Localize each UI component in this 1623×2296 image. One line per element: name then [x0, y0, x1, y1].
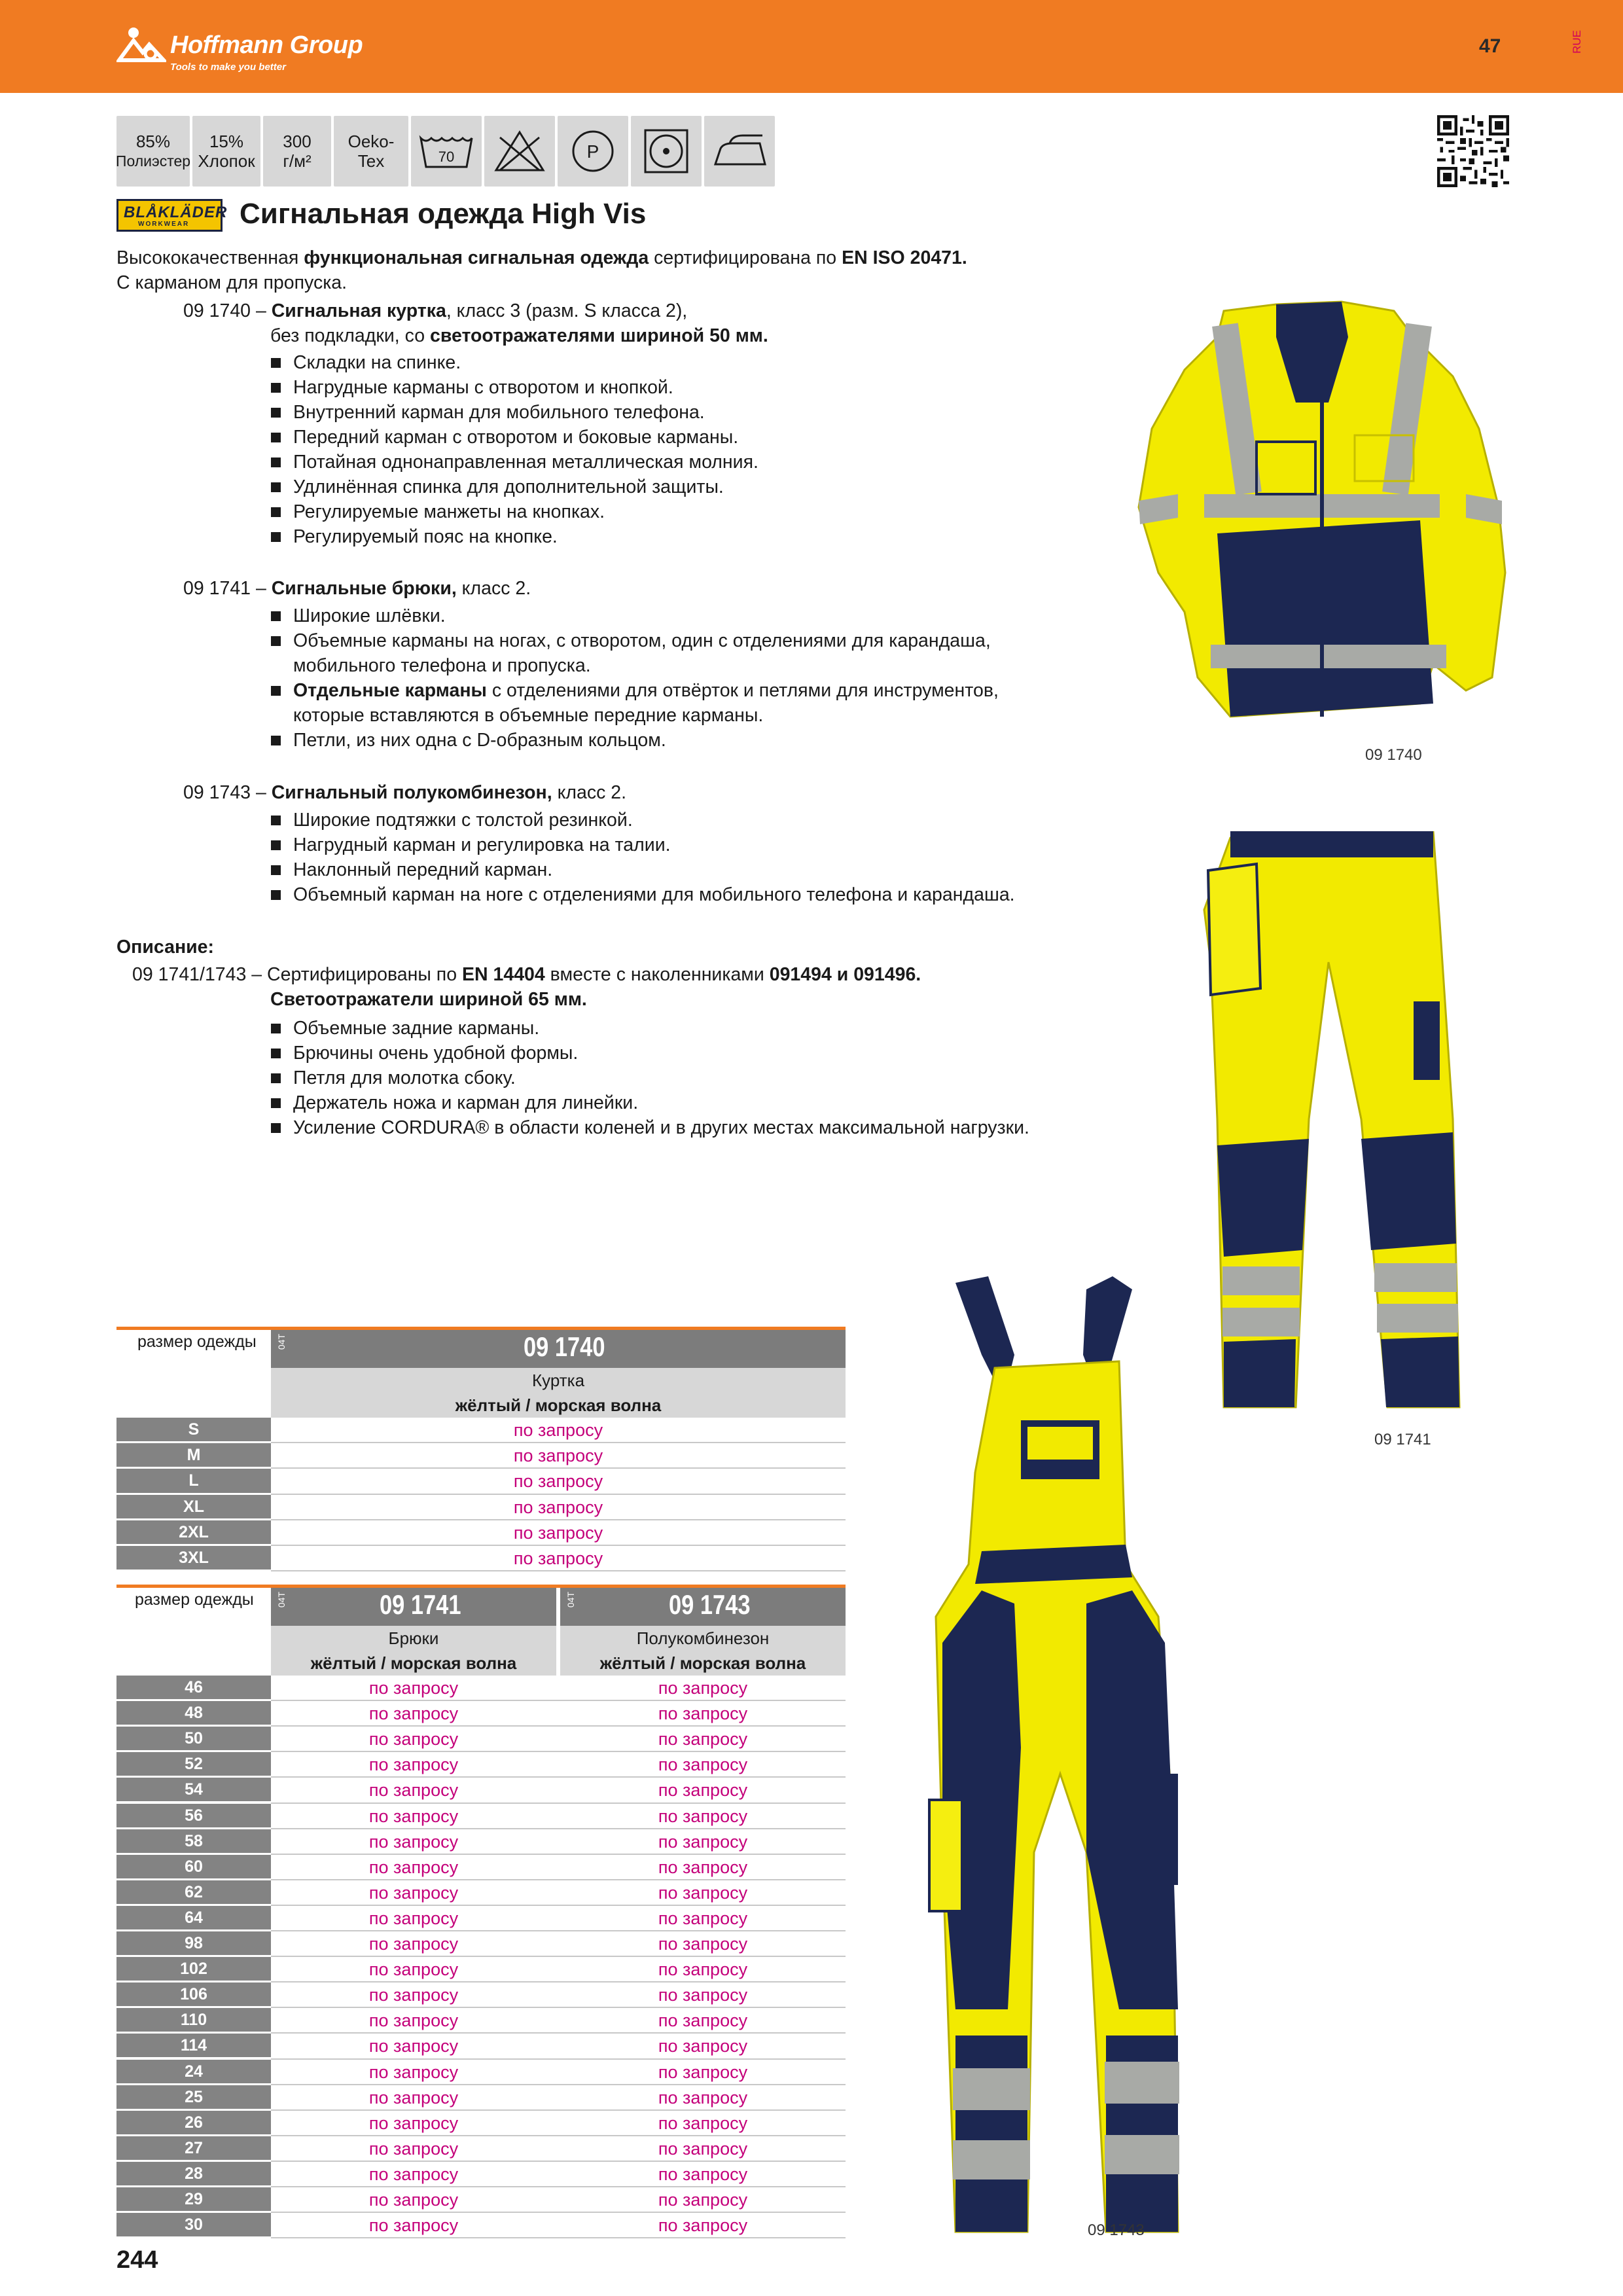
table1-size-cell: 3XL — [116, 1546, 271, 1570]
table2-col2-availability-cell: по запросу — [658, 1704, 748, 1724]
intro-line-1: Высококачественная функциональная сигнальная одежда сертифицирована по EN ISO 20471. — [116, 247, 967, 268]
table1-size-cell: S — [116, 1418, 271, 1441]
table2-col1-availability-cell: по запросу — [368, 1755, 459, 1775]
table2-size-cell: 64 — [116, 1906, 271, 1929]
table2-col1-availability-cell: по запросу — [368, 2113, 459, 2133]
table2-col2-availability-cell: по запросу — [658, 2113, 748, 2133]
table2-size-cell: 56 — [116, 1804, 271, 1827]
table2-size-cell: 25 — [116, 2085, 271, 2109]
table2-col2-availability-cell: по запросу — [658, 1678, 748, 1698]
table1-availability-cell: по запросу — [513, 1522, 603, 1543]
jacket-caption: 09 1740 — [1365, 746, 1422, 764]
table2-col2-product-type: Полукомбинезон — [636, 1628, 770, 1648]
table2-size-cell: 60 — [116, 1855, 271, 1878]
table2-col2-code: 04T — [565, 1592, 576, 1608]
table2-col2-availability-cell: по запросу — [658, 2062, 748, 2082]
polyester-label: Полиэстер — [115, 152, 191, 170]
language-code: RUE — [1571, 30, 1583, 54]
hoffmann-logo[interactable] — [116, 24, 391, 76]
table2-col1-availability-cell: по запросу — [368, 1934, 459, 1954]
product-1740-heading: 09 1740 – Сигнальная куртка, класс 3 (разм. S класса 2), — [183, 300, 688, 321]
table1-color: жёлтый / морская волна — [455, 1395, 662, 1415]
table2-col2-availability-cell: по запросу — [658, 2164, 748, 2184]
table2-size-cell: 52 — [116, 1752, 271, 1776]
table2-col1-availability-cell: по запросу — [368, 1882, 459, 1903]
table2-size-cell: 58 — [116, 1829, 271, 1853]
tumble-dry-icon — [631, 116, 702, 187]
table2-col2-availability-cell: по запросу — [658, 1857, 748, 1877]
table2-row-divider — [271, 2237, 846, 2238]
product-1740-bullet: Передний карман с отворотом и боковые карманы. — [293, 425, 738, 450]
table2-col1-title: 09 1741 — [380, 1589, 461, 1620]
product-1740-bullet: Регулируемый пояс на кнопке. — [293, 524, 558, 549]
product-1740-bullet: Потайная однонаправленная металлическая молния. — [293, 450, 758, 475]
table2-col1-subheader — [271, 1626, 556, 1676]
table2-size-cell: 114 — [116, 2034, 271, 2057]
table2-size-label: размер одежды — [135, 1590, 254, 1609]
table2-col2-availability-cell: по запросу — [658, 2138, 748, 2159]
table1-size-cell: XL — [116, 1495, 271, 1518]
table2-col1-availability-cell: по запросу — [368, 1729, 459, 1749]
blaklader-logo-text: BLÅKLÄDER — [124, 204, 228, 221]
fabric-weight-cell — [263, 116, 331, 187]
product-1740-bullet: Регулируемые манжеты на кнопках. — [293, 499, 605, 524]
table2-col1-availability-cell: по запросу — [368, 1908, 459, 1928]
description-line-2: Светоотражатели шириной 65 мм. — [270, 989, 587, 1010]
polyester-percent: 85% — [135, 132, 171, 151]
product-1743-heading: 09 1743 – Сигнальный полукомбинезон, класс 2. — [183, 782, 627, 803]
table2-col1-code: 04T — [276, 1592, 287, 1608]
table2-col2-title: 09 1743 — [669, 1589, 751, 1620]
product-1741-bullet: Отдельные карманы с отделениями для отвёрток и петлями для инструментов, — [293, 678, 999, 703]
table2-col2-availability-cell: по запросу — [658, 1831, 748, 1852]
table2-col1-color: жёлтый / морская волна — [310, 1653, 517, 1673]
table2-size-cell: 26 — [116, 2111, 271, 2134]
table1-availability-cell: по запросу — [513, 1446, 603, 1466]
product-1743-bullet: Нагрудный карман и регулировка на талии. — [293, 833, 671, 857]
oeko-tex-cell — [334, 116, 408, 187]
table2-col1-availability-cell: по запросу — [368, 2062, 459, 2082]
description-heading: Описание: — [116, 937, 215, 958]
hoffmann-logo-icon — [116, 26, 166, 63]
table2-col2-subheader — [560, 1626, 846, 1676]
table2-size-cell: 62 — [116, 1880, 271, 1904]
table2-col2-availability-cell: по запросу — [658, 1985, 748, 2005]
table2-size-cell: 106 — [116, 1982, 271, 2006]
table2-col1-availability-cell: по запросу — [368, 2190, 459, 2210]
cotton-label: Хлопок — [198, 151, 255, 171]
table2-size-cell: 48 — [116, 1701, 271, 1725]
product-1743-bullet: Объемный карман на ноге с отделениями для мобильного телефона и карандаша. — [293, 882, 1015, 907]
table2-col2-availability-cell: по запросу — [658, 2036, 748, 2056]
table2-col1-availability-cell: по запросу — [368, 2164, 459, 2184]
trousers-caption: 09 1741 — [1374, 1431, 1431, 1448]
page-title: Сигнальная одежда High Vis — [240, 198, 647, 230]
description-bullet: Петля для молотка сбоку. — [293, 1066, 516, 1090]
bib-overall-caption: 09 1743 — [1088, 2221, 1145, 2239]
product-1741-bullet: Объемные карманы на ногах, с отворотом, один с отделениями для карандаша, — [293, 628, 991, 653]
blaklader-logo-sub: WORKWEAR — [138, 221, 190, 228]
wash-temp-label: 70 — [438, 149, 455, 165]
material-polyester-cell — [116, 116, 190, 187]
wash-70-icon — [411, 116, 482, 187]
intro-line-2: С карманом для пропуска. — [116, 272, 348, 293]
catalog-page-number: 47 — [1479, 35, 1501, 57]
oeko-line2: Tex — [357, 151, 385, 171]
qr-code[interactable] — [1437, 115, 1509, 187]
jacket-image — [1126, 298, 1518, 730]
cotton-percent: 15% — [209, 132, 244, 151]
table1-product-type: Куртка — [531, 1371, 585, 1390]
table2-col1-availability-cell: по запросу — [368, 1831, 459, 1852]
table1-size-cell: L — [116, 1469, 271, 1492]
table2-col1-availability-cell: по запросу — [368, 1857, 459, 1877]
table2-size-cell: 30 — [116, 2213, 271, 2236]
description-bullet: Держатель ножа и карман для линейки. — [293, 1090, 638, 1115]
oeko-line1: Oeko- — [348, 132, 395, 151]
table2-col2-availability-cell: по запросу — [658, 2087, 748, 2108]
blaklader-logo — [116, 199, 228, 232]
description-bullet: Усиление CORDURA® в области коленей и в других местах максимальной нагрузки. — [293, 1115, 1029, 1140]
product-1741-heading: 09 1741 – Сигнальные брюки, класс 2. — [183, 578, 531, 599]
table1-size-cell: M — [116, 1443, 271, 1467]
table2-size-cell: 28 — [116, 2162, 271, 2185]
table2-col1-availability-cell: по запросу — [368, 2011, 459, 2031]
bib-overall-image — [916, 1276, 1191, 2245]
table2-size-cell: 54 — [116, 1778, 271, 1801]
table1-availability-cell: по запросу — [513, 1471, 603, 1492]
dry-clean-letter: P — [586, 141, 599, 162]
table1-code: 04T — [276, 1334, 287, 1350]
product-1740-bullet: Нагрудные карманы с отворотом и кнопкой. — [293, 375, 673, 400]
description-bullet: Брючины очень удобной формы. — [293, 1041, 578, 1066]
table1-size-label: размер одежды — [137, 1333, 257, 1351]
brand-tagline: Tools to make you better — [170, 62, 286, 73]
table2-col2-availability-cell: по запросу — [658, 1780, 748, 1801]
table2-col1-availability-cell: по запросу — [368, 1806, 459, 1826]
product-1741-bullet: Широкие шлёвки. — [293, 603, 446, 628]
product-1741-bullet-cont: мобильного телефона и пропуска. — [293, 655, 591, 676]
table2-col2-availability-cell: по запросу — [658, 2190, 748, 2210]
brand-name: Hoffmann Group — [170, 31, 363, 59]
trousers-image — [1198, 831, 1472, 1420]
description-bullet: Объемные задние карманы. — [293, 1016, 539, 1041]
table2-col1-availability-cell: по запросу — [368, 1985, 459, 2005]
table2-size-cell: 50 — [116, 1727, 271, 1750]
table2-size-cell: 29 — [116, 2187, 271, 2211]
product-1740-bullet: Удлинённая спинка для дополнительной защиты. — [293, 475, 724, 499]
fabric-weight-unit: г/м² — [283, 151, 312, 171]
table1-title: 09 1740 — [524, 1331, 605, 1362]
table2-col1-product-type: Брюки — [388, 1628, 439, 1648]
table2-col1-availability-cell: по запросу — [368, 2138, 459, 2159]
table2-col2-availability-cell: по запросу — [658, 1806, 748, 1826]
table2-col1-availability-cell: по запросу — [368, 1960, 459, 1980]
product-1741-bullet-cont: которые вставляются в объемные передние карманы. — [293, 705, 764, 726]
table2-size-cell: 102 — [116, 1957, 271, 1981]
table2-col2-color: жёлтый / морская волна — [599, 1653, 806, 1673]
table2-col2-availability-cell: по запросу — [658, 1934, 748, 1954]
dry-clean-p-icon — [558, 116, 628, 187]
table1-availability-cell: по запросу — [513, 1420, 603, 1440]
table2-col2-availability-cell: по запросу — [658, 2215, 748, 2236]
table2-size-cell: 110 — [116, 2008, 271, 2032]
product-1741-bullet: Петли, из них одна с D-образным кольцом. — [293, 728, 666, 753]
table1-availability-cell: по запросу — [513, 1497, 603, 1517]
table2-col2-availability-cell: по запросу — [658, 1755, 748, 1775]
table2-size-cell: 27 — [116, 2136, 271, 2160]
table2-col2-availability-cell: по запросу — [658, 1729, 748, 1749]
table2-col1-availability-cell: по запросу — [368, 1678, 459, 1698]
description-line-1: 09 1741/1743 – Сертифицированы по EN 14404 вместе с наколенниками 091494 и 091496. — [132, 964, 921, 985]
table2-col2-availability-cell: по запросу — [658, 2011, 748, 2031]
fabric-weight-value: 300 — [283, 132, 312, 151]
product-1743-bullet: Наклонный передний карман. — [293, 857, 552, 882]
table2-col1-availability-cell: по запросу — [368, 1704, 459, 1724]
table2-col1-availability-cell: по запросу — [368, 1780, 459, 1801]
product-1740-bullet: Складки на спинке. — [293, 350, 461, 375]
table2-col2-availability-cell: по запросу — [658, 1960, 748, 1980]
table1-availability-cell: по запросу — [513, 1549, 603, 1568]
table2-col1-availability-cell: по запросу — [368, 2215, 459, 2236]
table2-size-cell: 24 — [116, 2060, 271, 2083]
product-1740-line2: без подкладки, со светоотражателями шириной 50 мм. — [270, 325, 768, 346]
table2-size-cell: 98 — [116, 1931, 271, 1955]
no-bleach-icon — [484, 116, 555, 187]
product-1743-bullet: Широкие подтяжки с толстой резинкой. — [293, 808, 633, 833]
material-cotton-cell — [192, 116, 260, 187]
table2-size-cell: 46 — [116, 1676, 271, 1699]
table2-col2-availability-cell: по запросу — [658, 1882, 748, 1903]
iron-icon — [704, 116, 775, 187]
table2-col2-availability-cell: по запросу — [658, 1908, 748, 1928]
product-1740-bullet: Внутренний карман для мобильного телефона. — [293, 400, 705, 425]
table1-subheader — [271, 1368, 846, 1418]
table2-col1-availability-cell: по запросу — [368, 2036, 459, 2056]
table2-col1-availability-cell: по запросу — [368, 2087, 459, 2108]
table1-size-cell: 2XL — [116, 1520, 271, 1544]
table1-row-divider — [271, 1570, 846, 1571]
page-number: 244 — [116, 2246, 158, 2274]
